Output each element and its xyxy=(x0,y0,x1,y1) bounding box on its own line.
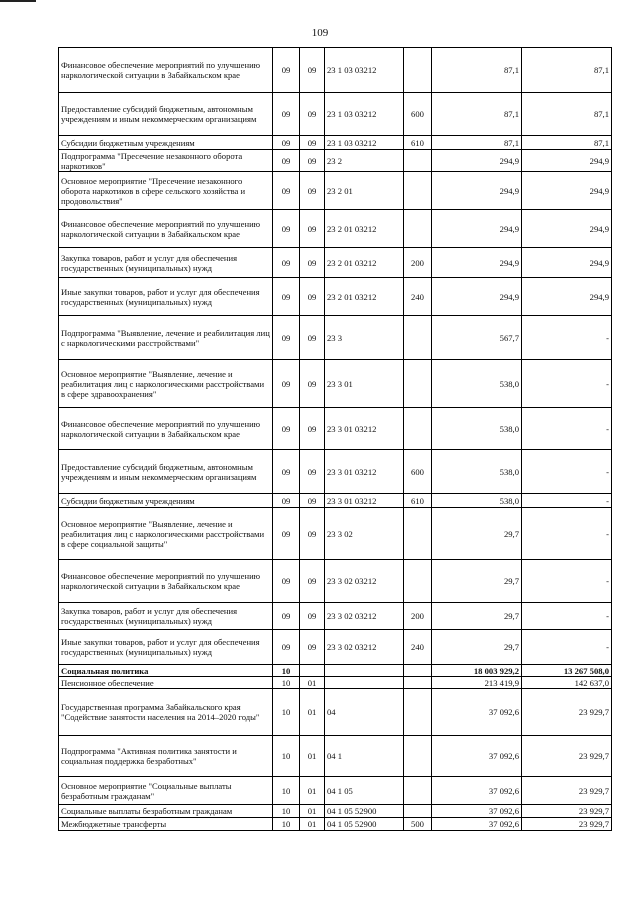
row-subsection xyxy=(300,665,325,677)
row-sum-1: 538,0 xyxy=(432,494,522,508)
row-name: Финансовое обеспечение мероприятий по улучшению наркологической ситуации в Забайкальском крае xyxy=(59,560,273,603)
row-section: 10 xyxy=(273,736,300,777)
row-section: 09 xyxy=(273,248,300,278)
row-name: Основное мероприятие "Выявление, лечение и реабилитация лиц с наркологическими расстройствами в сфере здравоохранения" xyxy=(59,360,273,408)
row-expense-type xyxy=(404,408,432,450)
row-subsection: 09 xyxy=(300,316,325,360)
row-sum-1: 37 092,6 xyxy=(432,777,522,805)
row-name: Иные закупки товаров, работ и услуг для обеспечения государственных (муниципальных) нужд xyxy=(59,630,273,665)
row-sum-2: - xyxy=(522,603,612,630)
row-target-article: 04 xyxy=(325,689,404,736)
row-expense-type xyxy=(404,360,432,408)
row-sum-1: 213 419,9 xyxy=(432,677,522,689)
row-sum-2: 87,1 xyxy=(522,136,612,150)
row-expense-type xyxy=(404,172,432,210)
row-sum-1: 294,9 xyxy=(432,150,522,172)
table-row xyxy=(59,210,612,248)
row-sum-1: 37 092,6 xyxy=(432,805,522,818)
row-sum-2: 294,9 xyxy=(522,210,612,248)
row-expense-type: 240 xyxy=(404,278,432,316)
row-section: 09 xyxy=(273,172,300,210)
row-sum-2: 13 267 508,0 xyxy=(522,665,612,677)
row-subsection: 09 xyxy=(300,560,325,603)
row-target-article: 23 1 03 03212 xyxy=(325,136,404,150)
row-name: Подпрограмма "Пресечение незаконного оборота наркотиков" xyxy=(59,150,273,172)
row-subsection: 09 xyxy=(300,150,325,172)
row-sum-2: 23 929,7 xyxy=(522,805,612,818)
row-name: Пенсионное обеспечение xyxy=(59,677,273,689)
table-row xyxy=(59,450,612,494)
row-sum-2: - xyxy=(522,508,612,560)
table-row xyxy=(59,408,612,450)
row-section: 10 xyxy=(273,818,300,831)
table-row xyxy=(59,248,612,278)
row-expense-type xyxy=(404,677,432,689)
row-subsection: 09 xyxy=(300,408,325,450)
row-subsection: 09 xyxy=(300,603,325,630)
budget-table-body xyxy=(59,48,612,831)
row-sum-2: 23 929,7 xyxy=(522,818,612,831)
row-sum-2: - xyxy=(522,450,612,494)
row-target-article: 04 1 xyxy=(325,736,404,777)
row-expense-type xyxy=(404,777,432,805)
row-section: 09 xyxy=(273,560,300,603)
table-row xyxy=(59,603,612,630)
table-row xyxy=(59,818,612,831)
row-expense-type xyxy=(404,210,432,248)
row-sum-2: 142 637,0 xyxy=(522,677,612,689)
row-target-article: 23 3 01 03212 xyxy=(325,450,404,494)
table-row xyxy=(59,508,612,560)
row-sum-2: - xyxy=(522,494,612,508)
row-target-article: 23 3 01 03212 xyxy=(325,408,404,450)
row-target-article: 23 2 xyxy=(325,150,404,172)
row-target-article: 23 3 01 xyxy=(325,360,404,408)
row-subsection: 09 xyxy=(300,248,325,278)
row-sum-2: - xyxy=(522,360,612,408)
row-target-article: 23 3 02 03212 xyxy=(325,630,404,665)
table-row xyxy=(59,316,612,360)
row-expense-type xyxy=(404,560,432,603)
row-section: 09 xyxy=(273,136,300,150)
row-subsection: 01 xyxy=(300,689,325,736)
row-section: 09 xyxy=(273,360,300,408)
row-name: Межбюджетные трансферты xyxy=(59,818,273,831)
row-sum-2: - xyxy=(522,560,612,603)
row-section: 09 xyxy=(273,508,300,560)
row-sum-2: - xyxy=(522,630,612,665)
row-subsection: 09 xyxy=(300,360,325,408)
row-subsection: 09 xyxy=(300,278,325,316)
row-sum-1: 37 092,6 xyxy=(432,689,522,736)
row-expense-type: 600 xyxy=(404,93,432,136)
table-row xyxy=(59,689,612,736)
row-name: Основное мероприятие "Социальные выплаты безработным гражданам" xyxy=(59,777,273,805)
row-sum-2: 294,9 xyxy=(522,248,612,278)
row-section: 10 xyxy=(273,677,300,689)
budget-table xyxy=(58,47,612,831)
row-name: Предоставление субсидий бюджетным, автономным учреждениям и иным некоммерческим организациям xyxy=(59,450,273,494)
table-row xyxy=(59,278,612,316)
row-subsection: 09 xyxy=(300,494,325,508)
row-sum-1: 567,7 xyxy=(432,316,522,360)
row-sum-2: 87,1 xyxy=(522,93,612,136)
table-row xyxy=(59,630,612,665)
row-sum-1: 294,9 xyxy=(432,248,522,278)
row-expense-type: 200 xyxy=(404,603,432,630)
row-subsection: 09 xyxy=(300,172,325,210)
row-target-article: 23 2 01 xyxy=(325,172,404,210)
row-subsection: 09 xyxy=(300,450,325,494)
row-sum-1: 294,9 xyxy=(432,278,522,316)
table-row xyxy=(59,777,612,805)
row-target-article: 23 1 03 03212 xyxy=(325,48,404,93)
row-sum-1: 29,7 xyxy=(432,603,522,630)
row-sum-1: 87,1 xyxy=(432,48,522,93)
row-name: Основное мероприятие "Пресечение незаконного оборота наркотиков в сфере сельского хозяйства и продовольствия" xyxy=(59,172,273,210)
row-expense-type: 610 xyxy=(404,136,432,150)
row-sum-2: 294,9 xyxy=(522,150,612,172)
row-sum-1: 29,7 xyxy=(432,508,522,560)
row-sum-2: - xyxy=(522,408,612,450)
page-number: 109 xyxy=(311,27,329,39)
row-sum-1: 37 092,6 xyxy=(432,736,522,777)
row-expense-type: 500 xyxy=(404,818,432,831)
row-subsection: 01 xyxy=(300,736,325,777)
row-name: Финансовое обеспечение мероприятий по улучшению наркологической ситуации в Забайкальском крае xyxy=(59,210,273,248)
row-section: 10 xyxy=(273,777,300,805)
row-name: Социальные выплаты безработным гражданам xyxy=(59,805,273,818)
row-expense-type xyxy=(404,736,432,777)
row-sum-2: 23 929,7 xyxy=(522,736,612,777)
row-section: 09 xyxy=(273,630,300,665)
table-row xyxy=(59,494,612,508)
row-target-article: 23 3 02 xyxy=(325,508,404,560)
row-target-article: 23 2 01 03212 xyxy=(325,248,404,278)
row-target-article: 04 1 05 xyxy=(325,777,404,805)
row-section: 10 xyxy=(273,689,300,736)
row-expense-type: 240 xyxy=(404,630,432,665)
row-sum-1: 29,7 xyxy=(432,630,522,665)
row-subsection: 09 xyxy=(300,630,325,665)
row-sum-1: 18 003 929,2 xyxy=(432,665,522,677)
row-section: 09 xyxy=(273,316,300,360)
row-subsection: 09 xyxy=(300,48,325,93)
row-name: Закупка товаров, работ и услуг для обеспечения государственных (муниципальных) нужд xyxy=(59,248,273,278)
row-sum-1: 87,1 xyxy=(432,93,522,136)
row-target-article: 23 2 01 03212 xyxy=(325,278,404,316)
row-name: Основное мероприятие "Выявление, лечение и реабилитация лиц с наркологическими расстройствами в сфере социальной защиты" xyxy=(59,508,273,560)
row-section: 09 xyxy=(273,603,300,630)
row-name: Финансовое обеспечение мероприятий по улучшению наркологической ситуации в Забайкальском крае xyxy=(59,48,273,93)
table-row xyxy=(59,93,612,136)
row-target-article: 23 3 xyxy=(325,316,404,360)
table-row xyxy=(59,172,612,210)
table-row xyxy=(59,360,612,408)
row-section: 09 xyxy=(273,408,300,450)
row-sum-2: 294,9 xyxy=(522,278,612,316)
row-target-article xyxy=(325,677,404,689)
row-target-article: 23 3 02 03212 xyxy=(325,603,404,630)
row-sum-1: 538,0 xyxy=(432,450,522,494)
row-subsection: 01 xyxy=(300,805,325,818)
table-row xyxy=(59,665,612,677)
row-sum-1: 538,0 xyxy=(432,408,522,450)
table-row xyxy=(59,560,612,603)
row-subsection: 09 xyxy=(300,136,325,150)
row-expense-type xyxy=(404,805,432,818)
row-section: 09 xyxy=(273,48,300,93)
row-name: Государственная программа Забайкальского края "Содействие занятости населения на 2014–2020 годы" xyxy=(59,689,273,736)
row-sum-2: - xyxy=(522,316,612,360)
row-sum-1: 294,9 xyxy=(432,172,522,210)
row-sum-1: 29,7 xyxy=(432,560,522,603)
row-name: Субсидии бюджетным учреждениям xyxy=(59,494,273,508)
row-target-article: 23 3 01 03212 xyxy=(325,494,404,508)
row-expense-type: 600 xyxy=(404,450,432,494)
table-row xyxy=(59,136,612,150)
row-sum-2: 23 929,7 xyxy=(522,777,612,805)
row-section: 09 xyxy=(273,494,300,508)
row-name: Финансовое обеспечение мероприятий по улучшению наркологической ситуации в Забайкальском крае xyxy=(59,408,273,450)
row-subsection: 01 xyxy=(300,818,325,831)
table-row xyxy=(59,805,612,818)
row-expense-type xyxy=(404,689,432,736)
row-name: Иные закупки товаров, работ и услуг для обеспечения государственных (муниципальных) нужд xyxy=(59,278,273,316)
row-sum-1: 87,1 xyxy=(432,136,522,150)
row-sum-2: 294,9 xyxy=(522,172,612,210)
row-target-article: 23 1 03 03212 xyxy=(325,93,404,136)
row-expense-type xyxy=(404,48,432,93)
row-name: Предоставление субсидий бюджетным, автономным учреждениям и иным некоммерческим организациям xyxy=(59,93,273,136)
corner-mark xyxy=(0,0,36,2)
row-subsection: 01 xyxy=(300,777,325,805)
row-section: 09 xyxy=(273,93,300,136)
row-target-article: 23 2 01 03212 xyxy=(325,210,404,248)
row-name: Подпрограмма "Выявление, лечение и реабилитация лиц с наркологическими расстройствами" xyxy=(59,316,273,360)
table-row xyxy=(59,677,612,689)
row-name: Подпрограмма "Активная политика занятости и социальная поддержка безработных" xyxy=(59,736,273,777)
row-section: 09 xyxy=(273,278,300,316)
row-name: Социальная политика xyxy=(59,665,273,677)
row-sum-2: 87,1 xyxy=(522,48,612,93)
row-name: Закупка товаров, работ и услуг для обеспечения государственных (муниципальных) нужд xyxy=(59,603,273,630)
row-sum-2: 23 929,7 xyxy=(522,689,612,736)
row-subsection: 09 xyxy=(300,210,325,248)
row-expense-type: 200 xyxy=(404,248,432,278)
row-sum-1: 37 092,6 xyxy=(432,818,522,831)
row-expense-type xyxy=(404,316,432,360)
row-target-article: 23 3 02 03212 xyxy=(325,560,404,603)
table-row xyxy=(59,736,612,777)
row-target-article: 04 1 05 52900 xyxy=(325,805,404,818)
row-sum-1: 294,9 xyxy=(432,210,522,248)
row-expense-type xyxy=(404,150,432,172)
row-target-article: 04 1 05 52900 xyxy=(325,818,404,831)
row-subsection: 09 xyxy=(300,508,325,560)
row-section: 10 xyxy=(273,805,300,818)
row-section: 09 xyxy=(273,450,300,494)
row-expense-type xyxy=(404,665,432,677)
row-name: Субсидии бюджетным учреждениям xyxy=(59,136,273,150)
row-section: 10 xyxy=(273,665,300,677)
table-row xyxy=(59,48,612,93)
row-expense-type: 610 xyxy=(404,494,432,508)
row-section: 09 xyxy=(273,150,300,172)
row-expense-type xyxy=(404,508,432,560)
row-target-article xyxy=(325,665,404,677)
table-row xyxy=(59,150,612,172)
row-subsection: 09 xyxy=(300,93,325,136)
row-section: 09 xyxy=(273,210,300,248)
row-sum-1: 538,0 xyxy=(432,360,522,408)
row-subsection: 01 xyxy=(300,677,325,689)
